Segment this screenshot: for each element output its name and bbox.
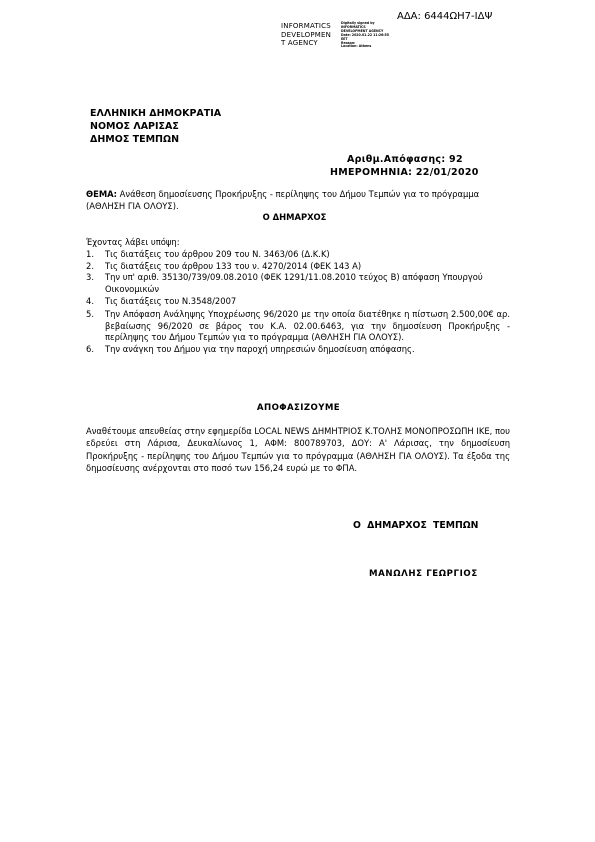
stamp-name-line: T AGENCY — [281, 39, 318, 47]
decision-date: ΗΜΕΡΟΜΗΝΙΑ: 22/01/2020 — [330, 167, 479, 178]
authority-municipality: ΔΗΜΟΣ ΤΕΜΠΩΝ — [90, 134, 180, 145]
stamp-detail-line: EET — [341, 36, 348, 41]
list-item-text: Την υπ' αριθ. 35130/739/09.08.2010 (ΦΕΚ 1291/11.08.2010 τεύχος Β) απόφαση Υπουργού Οικονομικών — [105, 272, 483, 294]
signatory-title: Ο ΔΗΜΑΡΧΟΣ ΤΕΜΠΩΝ — [353, 520, 479, 531]
list-item — [86, 344, 510, 356]
subject-text: Ανάθεση δημοσίευσης Προκήρυξης - περίληψης του Δήμου Τεμπών για το πρόγραμμα (ΑΘΛΗΣΗ ΓΙΑ ΟΛΟΥΣ). — [86, 189, 480, 211]
stamp-detail-line: DEVELOPMENT AGENCY — [341, 28, 384, 33]
mayor-heading — [0, 212, 595, 222]
considerations-list — [86, 249, 510, 355]
stamp-name-line: INFORMATICS — [281, 22, 331, 30]
issuing-authority — [90, 107, 221, 146]
decision-heading — [0, 403, 595, 413]
stamp-detail-line: Digitally signed by — [341, 21, 375, 25]
list-item-number: 6. — [86, 343, 94, 354]
stamp-detail-line: Location: Athens — [341, 44, 372, 49]
decision-heading-text: ΑΠΟΦΑΣΙΖΟΥΜΕ — [256, 403, 341, 413]
stamp-detail-line: INFORMATICS — [341, 24, 366, 29]
authority-prefecture: ΝΟΜΟΣ ΛΑΡΙΣΑΣ — [90, 121, 179, 132]
list-item-number: 1. — [86, 249, 94, 259]
signature-stamp-name — [281, 22, 331, 48]
authority-country: ΕΛΛΗΝΙΚΗ ΔΗΜΟΚΡΑΤΙΑ — [90, 108, 222, 119]
list-item-text: Τις διατάξεις του άρθρου 133 του ν. 4270/2014 (ΦΕΚ 143 Α) — [105, 260, 362, 271]
list-item-number: 2. — [86, 260, 94, 271]
signature-stamp-details — [341, 22, 389, 49]
list-item — [86, 249, 510, 261]
list-item — [86, 296, 510, 308]
list-item-number: 3. — [86, 272, 94, 283]
signatory-name: ΜΑΝΩΛΗΣ ΓΕΩΡΓΙΟΣ — [369, 569, 478, 579]
stamp-detail-line: Reason: — [341, 40, 356, 45]
mayor-heading-text: Ο ΔΗΜΑΡΧΟΣ — [262, 212, 327, 222]
list-item — [86, 272, 510, 295]
decision-number: Αριθμ.Απόφασης: 92 — [347, 154, 463, 165]
stamp-detail-line: Date: 2020.01.22 11:26:55 — [341, 32, 389, 37]
subject-label: ΘΕΜΑ: — [86, 189, 118, 199]
list-item — [86, 309, 510, 344]
stamp-name-line: DEVELOPMEN — [281, 30, 332, 39]
list-item-text: Τις διατάξεις του Ν.3548/2007 — [105, 296, 237, 307]
subject — [86, 188, 510, 212]
list-item-number: 5. — [86, 308, 94, 319]
decision-body: Αναθέτουμε απευθείας στην εφημερίδα LOCAL NEWS ΔΗΜΗΤΡΙΟΣ Κ.ΤΟΛΗΣ ΜΟΝΟΠΡΟΣΩΠΗ ΙΚΕ, που εδρεύει στη Λάρισα, Δευκαλίωνος 1, ΑΦΜ: 800789703, ΔΟΥ: Α' Λάρισας, την δημοσίευση Προκήρυξης - περίληψης του Δήμου Τεμπών για το πρόγραμμα (ΑΘΛΗΣΗ ΓΙΑ ΟΛΟΥΣ). Τα έξοδα της δημοσίευσης ανέρχονται στο ποσό των 156,24 ευρώ με το ΦΠΑ. — [86, 426, 510, 473]
list-item — [86, 261, 510, 273]
list-item-text: Την Απόφαση Ανάληψης Υποχρέωσης 96/2020 με την οποία διατέθηκε η πίστωση 2.500,00€ αρ. βεβαίωσης 96/2020 σε βάρος του Κ.Α. 02.00.6463, για την δημοσίευση Προκήρυξης - περίληψης του Δήμου Τεμπών για το πρόγραμμα (ΑΘΛΗΣΗ ΓΙΑ ΟΛΟΥΣ). — [105, 308, 510, 343]
list-item-text: Την ανάγκη του Δήμου για την παροχή υπηρεσιών δημοσίευση απόφασης. — [105, 343, 415, 354]
list-item-text: Τις διατάξεις του άρθρου 209 του Ν. 3463/06 (Δ.Κ.Κ) — [105, 249, 330, 259]
considering-intro: Έχοντας λάβει υπόψη: — [86, 237, 180, 247]
ada-code: ΑΔΑ: 6444ΩΗ7-ΙΔΨ — [397, 11, 493, 22]
list-item-number: 4. — [86, 296, 94, 307]
